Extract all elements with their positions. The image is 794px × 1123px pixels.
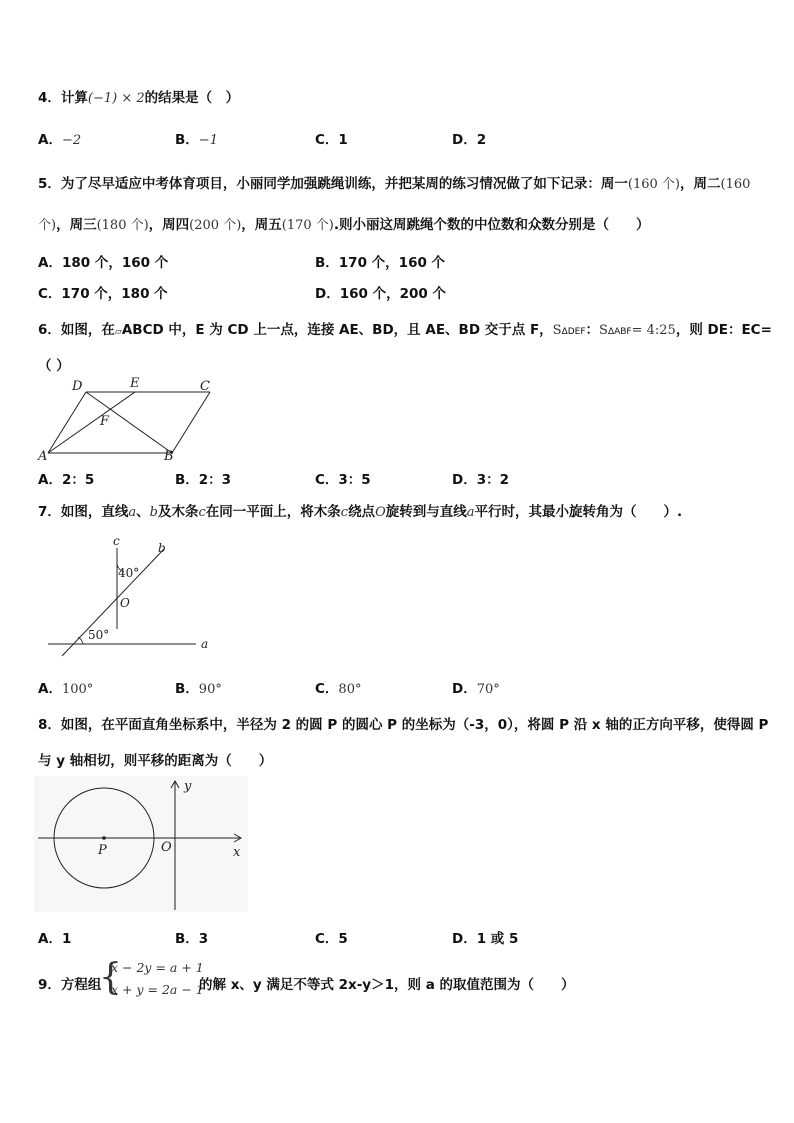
question-4	[38, 86, 239, 106]
label-d: D	[72, 379, 83, 394]
q5-option-a: A．180 个，160 个	[38, 255, 169, 271]
q9-suffix: 的解 x、y 满足不等式 2x-y＞1，则 a 的取值范围为（ ）	[199, 977, 575, 993]
q7-option-d: D．70°	[452, 681, 500, 697]
q4-option-c: C．1	[315, 132, 348, 148]
q5-option-d: D．160 个，200 个	[315, 286, 446, 302]
label-a-line: a	[201, 637, 209, 651]
label-origin: O	[161, 840, 172, 855]
q9-equation-1: x − 2y = a + 1	[111, 960, 204, 975]
q8-option-b: B．3	[175, 931, 209, 947]
question-7: 7．如图，直线a、b及木条c在同一平面上，将木条c绕点O旋转到与直线a平行时，其最小旋转角为（ ）.	[38, 504, 683, 520]
q4-option-b: B．−1	[175, 132, 218, 148]
label-f: F	[100, 414, 110, 429]
question-5-line-1: 5．为了尽早适应中考体育项目，小丽同学加强跳绳训练，并把某周的练习情况做了如下记录：周一(160 个)，周二(160	[38, 176, 751, 192]
q7-option-a: A．100°	[38, 681, 94, 697]
system-brace-icon: {	[99, 957, 122, 998]
label-x-axis: x	[233, 845, 241, 860]
question-5-line-2: 个)，周三(180 个)，周四(200 个)，周五(170 个).则小丽这周跳绳个数的中位数和众数分别是（ ）	[38, 217, 650, 233]
q4-suffix: 的结果是（ ）	[144, 90, 240, 106]
q5-option-c: C．170 个，180 个	[38, 286, 168, 302]
label-c: C	[200, 379, 210, 394]
q6-option-b: B．2：3	[175, 472, 232, 488]
label-y-axis: y	[184, 779, 192, 794]
angle-40: 40°	[118, 566, 140, 580]
q4-expression: (−1) × 2	[87, 91, 145, 106]
q4-option-d: D．2	[452, 132, 487, 148]
parallelogram-figure	[34, 374, 224, 462]
label-e: E	[130, 376, 140, 391]
label-c-line: c	[113, 534, 120, 548]
q9-equation-2: x + y = 2a − 1	[111, 982, 204, 997]
q8-option-c: C．5	[315, 931, 348, 947]
q8-option-a: A．1	[38, 931, 72, 947]
q9-prefix: 9．方程组	[38, 977, 102, 993]
label-b: B	[164, 449, 174, 462]
angle-50: 50°	[88, 628, 110, 642]
label-p-center: P	[98, 843, 107, 858]
lines-angle-figure	[40, 534, 220, 662]
q7-option-c: C．80°	[315, 681, 362, 697]
circle-coordinate-figure	[34, 776, 248, 912]
q6-option-c: C．3：5	[315, 472, 371, 488]
question-8-line-2: 与 y 轴相切，则平移的距离为（ ）	[38, 753, 273, 769]
q7-option-b: B．90°	[175, 681, 222, 697]
question-8-line-1: 8．如图，在平面直角坐标系中，半径为 2 的圆 P 的圆心 P 的坐标为（-3，0），将圆 P 沿 x 轴的正方向平移，使得圆 P	[38, 717, 769, 733]
question-6-line-2: （ ）	[38, 358, 70, 374]
q6-option-d: D．3：2	[452, 472, 509, 488]
q6-option-a: A．2：5	[38, 472, 95, 488]
q5-option-b: B．170 个，160 个	[315, 255, 446, 271]
q8-option-d: D．1 或 5	[452, 931, 519, 947]
q4-prefix: 4．计算	[38, 90, 88, 106]
label-a: A	[38, 449, 48, 462]
question-6-line-1: 6．如图，在▱ABCD 中，E 为 CD 上一点，连接 AE、BD，且 AE、BD 交于点 F，SΔDEF：SΔABF= 4:25，则 DE：EC=	[38, 322, 772, 338]
label-b-line: b	[158, 541, 166, 555]
label-o-point: O	[120, 596, 130, 610]
q4-option-a: A．−2	[38, 132, 82, 148]
